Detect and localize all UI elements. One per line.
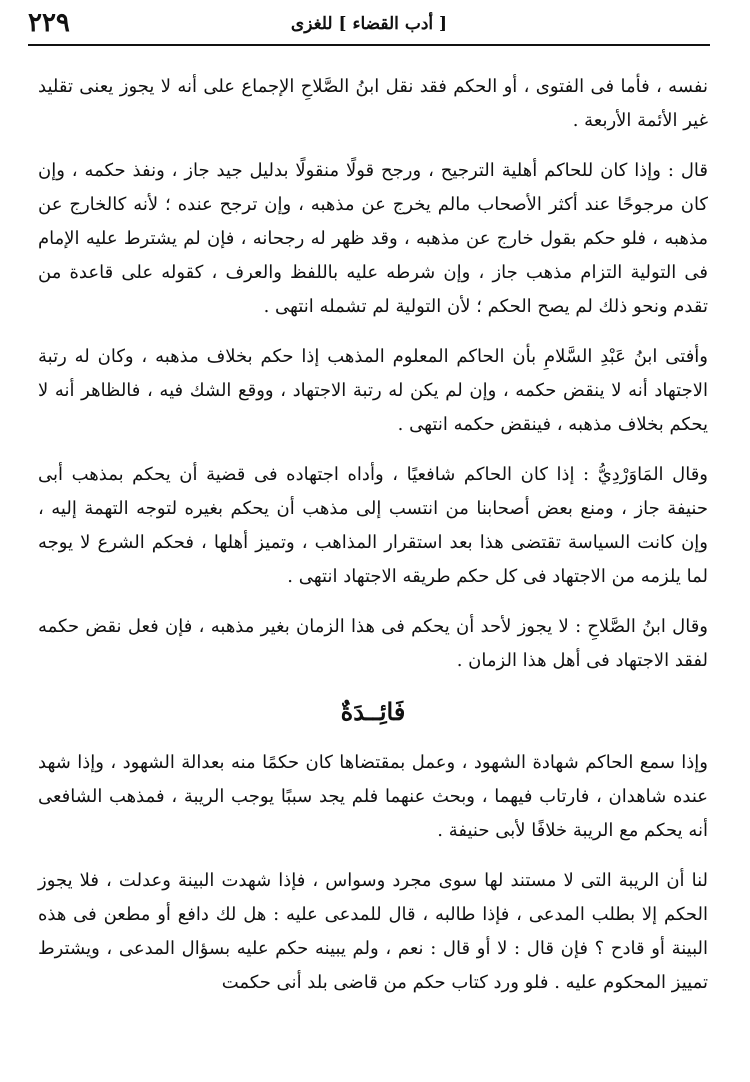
paragraph: نفسه ، فأما فى الفتوى ، أو الحكم فقد نقل ابنُ الصَّلاحِ الإجماع على أنه لا يجوز يعنى تقليد غير الأئمة الأربعة . — [38, 76, 708, 131]
page-number: ٢٢٩ — [28, 8, 70, 38]
body-text — [38, 70, 708, 1016]
header-divider — [28, 44, 710, 46]
paragraph: وقال المَاوَرْدِيُّ : إذا كان الحاكم شافعيًا ، وأداه اجتهاده فى قضية أن يحكم بمذهب أبى حنيفة جاز ، ومنع بعض أصحابنا من انتسب إلى مذهب أن يحكم بغيره لتوجه التهمة إليه ، وإن كانت السياسة تقتضى هذا بعد استقرار المذاهب ، وتميز أهلها ، فحكم الشرع لا يوجه لما يلزمه من الاجتهاد فى كل حكم طريقه الاجتهاد انتهى . — [38, 464, 708, 587]
paragraph: لنا أن الريبة التى لا مستند لها سوى مجرد وسواس ، فإذا شهدت البينة وعدلت ، فلا يجوز الحكم إلا بطلب المدعى ، فإذا طالبه ، قال للمدعى عليه : هل لك دافع أو مطعن فى هذه البينة أو قادح ؟ فإن قال : لا أو قال : نعم ، ولم يبينه حكم عليه بسؤال المدعى ، ويشترط تمييز المحكوم عليه . فلو ورد كتاب حكم من قاضى بلد أنى حكمت — [38, 870, 708, 993]
page-header — [28, 8, 710, 42]
running-title: [ أدب القضاء ] للغزى — [290, 14, 448, 34]
paragraph: قال : وإذا كان للحاكم أهلية الترجيح ، ورجح قولًا منقولًا بدليل جيد جاز ، ونفذ حكمه ، وإن كان مرجوحًا عند أكثر الأصحاب مالم يخرج عن مذهبه ، وإن ترجح عنده ؛ لأنه كالخارج عن مذهبه ، فلو حكم بقول خارج عن مذهبه ، وقد ظهر له رجحانه ، فإن لم يشترط عليه الإمام فى التولية التزام مذهب جاز ، وإن شرطه عليه باللفظ والعرف ، كقوله على قاعدة من تقدم ونحو ذلك لم يصح الحكم ؛ لأن التولية لم تشمله انتهى . — [38, 160, 708, 317]
paragraph: وقال ابنُ الصَّلاحِ : لا يجوز لأحد أن يحكم فى هذا الزمان بغير مذهبه ، فإن فعل نقض حكمه لفقد الاجتهاد فى أهل هذا الزمان . — [38, 616, 708, 671]
paragraph: وأفتى ابنُ عَبْدِ السَّلامِ بأن الحاكم المعلوم المذهب إذا حكم بخلاف مذهبه ، وكان له رتبة الاجتهاد أنه لا ينقض حكمه ، وإن لم يكن له رتبة الاجتهاد ، ووقع الشك فيه ، فالظاهر أنه لا يحكم بخلاف مذهبه ، فينقض حكمه انتهى . — [38, 346, 708, 435]
paragraph: وإذا سمع الحاكم شهادة الشهود ، وعمل بمقتضاها كان حكمًا منه بعدالة الشهود ، وإذا شهد عنده شاهدان ، فارتاب فيهما ، وبحث عنهما فلم يجد سببًا يوجب الريبة ، فمذهب الشافعى أنه يحكم مع الريبة خلافًا لأبى حنيفة . — [38, 752, 708, 841]
section-heading: فَائِــدَةٌ — [340, 697, 406, 726]
